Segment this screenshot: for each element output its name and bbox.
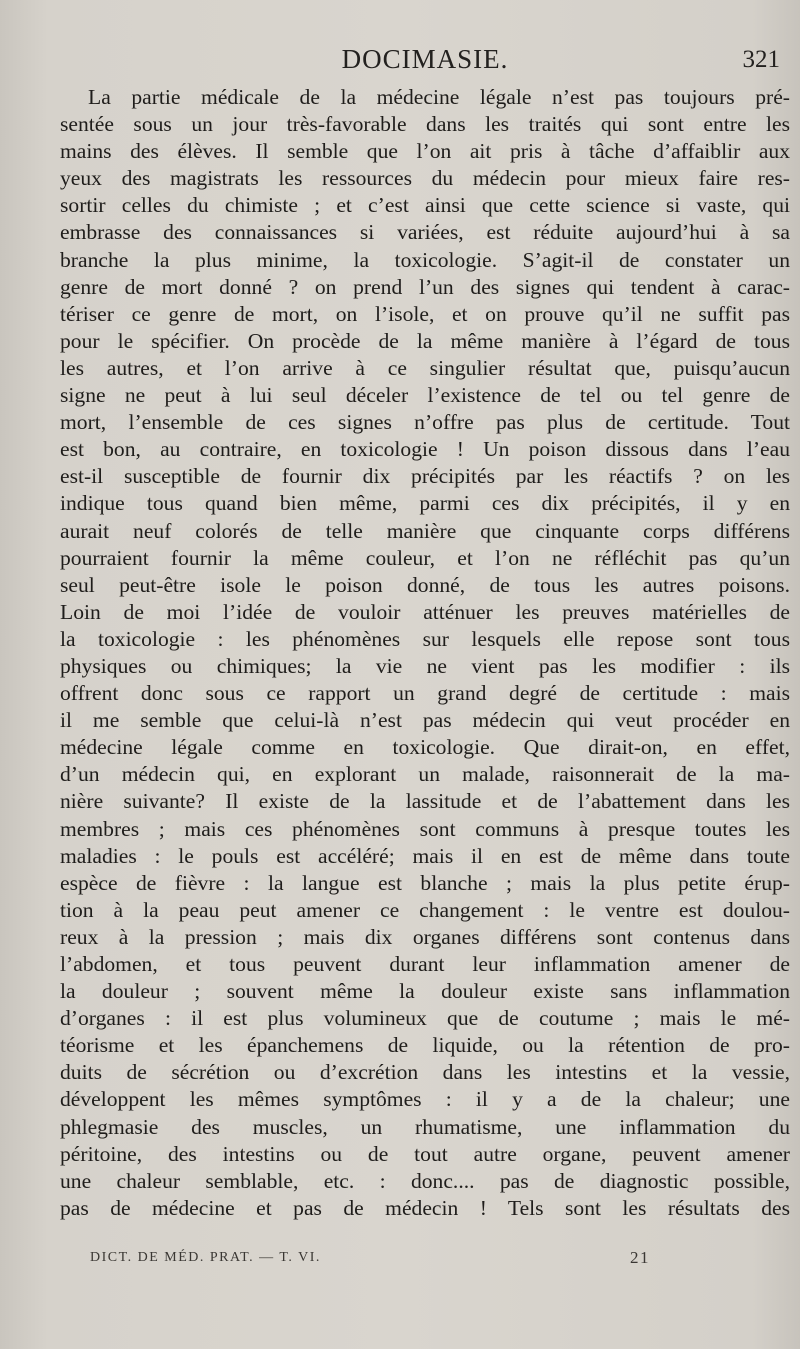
text-line: aurait neuf colorés de telle manière que cinquante corps différens — [60, 518, 790, 543]
text-line: signe ne peut à lui seul déceler l’existence de tel ou tel genre de — [60, 383, 790, 408]
text-line: offrent donc sous ce rapport un grand degré de certitude : mais — [60, 681, 790, 706]
page-header — [60, 44, 790, 84]
text-line: pas de médecine et pas de médecin ! Tels sont les résultats des — [60, 1195, 790, 1220]
text-line: La partie médicale de la médecine légale n’est pas toujours pré- — [88, 85, 790, 109]
signature-mark: DICT. DE MÉD. PRAT. — T. VI. — [90, 1250, 321, 1265]
page-footer — [90, 1248, 650, 1272]
text-line: phlegmasie des muscles, un rhumatisme, une inflammation du — [60, 1114, 790, 1139]
text-line: pour le spécifier. On procède de la même manière à l’égard de tous — [60, 328, 790, 353]
text-line: développent les mêmes symptômes : il y a de la chaleur; une — [60, 1087, 790, 1112]
text-line: branche la plus minime, la toxicologie. S’agit-il de constater un — [60, 247, 790, 272]
running-title: DOCIMASIE. — [341, 44, 509, 74]
text-line: embrasse des connaissances si variées, est réduite aujourd’hui à sa — [60, 220, 790, 245]
text-line: est-il susceptible de fournir dix précipités par les réactifs ? on les — [60, 464, 790, 489]
body-text — [60, 84, 790, 1222]
signature-number: 21 — [630, 1248, 650, 1267]
text-line: pourraient fournir la même couleur, et l’on ne réfléchit pas qu’un — [60, 545, 790, 570]
text-line: d’organes : il est plus volumineux que de coutume ; mais le mé- — [60, 1006, 790, 1031]
text-line: tion à la peau peut amener ce changement : le ventre est doulou- — [60, 897, 790, 922]
text-line: l’abdomen, et tous peuvent durant leur inflammation amener de — [60, 952, 790, 976]
text-line: seul peut-être isole le poison donné, de tous les autres poisons. — [60, 572, 790, 597]
text-line: membres ; mais ces phénomènes sont communs à presque toutes les — [60, 816, 790, 841]
text-line: duits de sécrétion ou d’excrétion dans les intestins et la vessie, — [60, 1060, 790, 1085]
text-line: mains des élèves. Il semble que l’on ait pris à tâche d’affaiblir aux — [60, 139, 790, 164]
text-line: Loin de moi l’idée de vouloir atténuer les preuves matérielles de — [60, 599, 790, 624]
text-line: d’un médecin qui, en explorant un malade, raisonnerait de la ma- — [60, 762, 790, 787]
page-number: 321 — [742, 46, 780, 73]
text-line: la toxicologie : les phénomènes sur lesquels elle repose sont tous — [60, 626, 790, 651]
text-line: une chaleur semblable, etc. : donc.... pas de diagnostic possible, — [60, 1168, 790, 1193]
text-line: médecine légale comme en toxicologie. Que dirait-on, en effet, — [60, 735, 790, 760]
text-line: les autres, et l’on arrive à ce singulier résultat que, puisqu’aucun — [60, 355, 790, 380]
text-line: sentée sous un jour très-favorable dans les traités qui sont entre les — [60, 112, 790, 137]
text-line: genre de mort donné ? on prend l’un des signes qui tendent à carac- — [60, 274, 790, 299]
text-line: mort, l’ensemble de ces signes n’offre pas plus de certitude. Tout — [60, 410, 790, 435]
text-line: yeux des magistrats les ressources du médecin pour mieux faire res- — [60, 166, 790, 191]
text-line: sortir celles du chimiste ; et c’est ainsi que cette science si vaste, qui — [60, 193, 790, 218]
text-line: téorisme et les épanchemens de liquide, ou la rétention de pro- — [60, 1033, 790, 1058]
text-line: tériser ce genre de mort, on l’isole, et on prouve qu’il ne suffit pas — [60, 301, 790, 326]
text-line: maladies : le pouls est accéléré; mais il en est de même dans toute — [60, 843, 790, 868]
text-line: indique tous quand bien même, parmi ces dix précipités, il y en — [60, 491, 790, 516]
text-line: nière suivante? Il existe de la lassitude et de l’abattement dans les — [60, 789, 790, 814]
text-line: est bon, au contraire, en toxicologie ! Un poison dissous dans l’eau — [60, 437, 790, 462]
text-line: physiques ou chimiques; la vie ne vient pas les modifier : ils — [60, 653, 790, 678]
text-line: il me semble que celui-là n’est pas médecin qui veut procéder en — [60, 708, 790, 733]
text-line: espèce de fièvre : la langue est blanche ; mais la plus petite érup- — [60, 870, 790, 895]
text-line: la douleur ; souvent même la douleur existe sans inflammation — [60, 979, 790, 1004]
text-line: péritoine, des intestins ou de tout autre organe, peuvent amener — [60, 1141, 790, 1166]
text-line: reux à la pression ; mais dix organes différens sont contenus dans — [60, 924, 790, 949]
